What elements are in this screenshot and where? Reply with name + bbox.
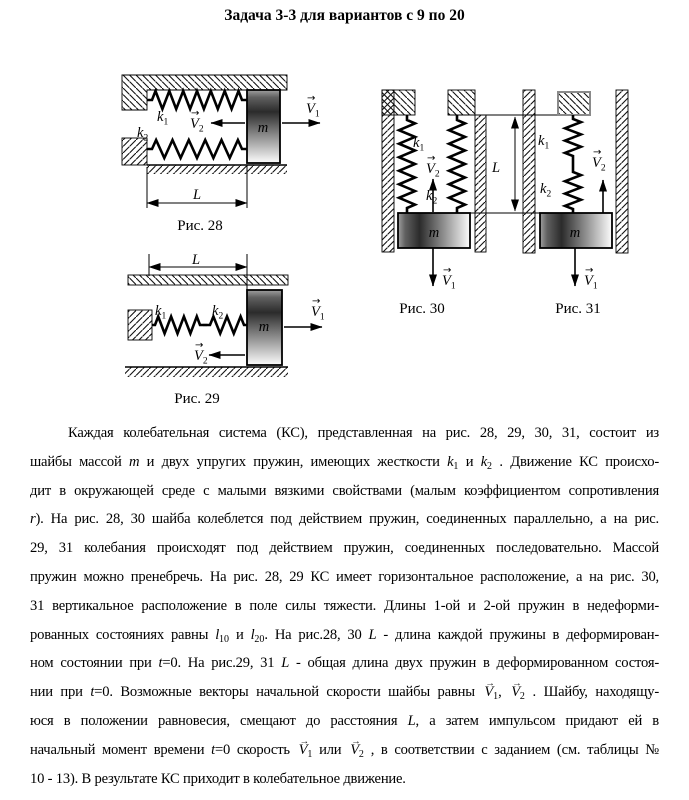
vector-arrow-icon: → [593,147,602,158]
spring-k2 [565,168,581,213]
spring-k2 [449,115,465,213]
vector-arrow-icon: → [443,265,452,276]
k2-label: $k_2$ [540,181,552,200]
spring-k1 [565,115,581,160]
problem-text [30,419,659,793]
v1-label: $V_1$ [311,304,325,323]
v1-label: $V_1$ [584,273,598,292]
L-label: L [492,160,501,176]
floor-hatch [147,165,287,174]
mass-label: m [258,319,270,335]
mass-label: m [257,120,269,136]
paragraph-line: начальный момент времени t=0 скорость → $V_1$ или → $V_2$ , в соответствии с заданием (см. таблицы № [30,736,659,765]
vector-arrow-icon: → [427,153,436,164]
mass-label: m [428,225,440,241]
figure-29-caption: Рис. 29 [174,391,220,407]
k1-label: $k_1$ [157,109,169,128]
vector-arrow-icon: → [307,93,316,104]
v1-label: $V_1$ [306,101,320,120]
right-wall-hatch [475,115,486,252]
v2-label: $V_2$ [190,116,204,135]
spring-k1 [147,91,247,109]
figure-30-caption: Рис. 30 [399,301,445,317]
paragraph-line: 10 - 13). В результате КС приходит в колебательное движение. [30,770,406,787]
spring-k2 [207,317,247,334]
figure-28-diagram [110,75,335,215]
k2-label: $k_2$ [212,303,224,322]
figure-30-31-diagram [368,85,638,297]
paragraph-line: пружин можно пренебречь. На рис. 28, 29 КС имеет горизонтальное расположение, а на рис. 30, [30,568,659,585]
v2-label: $V_2$ [194,348,208,367]
paragraph-line: рованных состояниях равны $l_{10}$ и $l_{20}$. На рис.28, 30 L - длина каждой пружины в деформирован- [30,626,659,645]
L-label: L [191,252,201,268]
paragraph-line: ном состоянии при t=0. На рис.29, 31 L - общая длина двух пружин в деформированном состоя- [30,655,659,672]
paragraph-line: 31 вертикальное расположение в поле силы тяжести. Длины 1-ой и 2-ой пружин в недеформи- [30,597,659,614]
paragraph-line: 29, 31 колебания происходят под действием пружин, соединенных последовательно. Массой [30,540,659,557]
figure-28-caption: Рис. 28 [177,218,223,234]
ceiling-hatch [128,275,288,285]
paragraph-line: шайбы массой m и двух упругих пружин, имеющих жесткости $k_1$ и $k_2$ . Движение КС происхо- [30,453,659,472]
k1-label: $k_1$ [538,133,550,152]
v1-label: $V_1$ [442,273,456,292]
floor-hatch [125,367,288,377]
left-anchor-block-hatch [128,310,152,340]
k1-label: $k_1$ [413,135,425,154]
right-wall-hatch [616,90,628,253]
ceiling-block-hatch [382,90,415,115]
left-wall-hatch [523,90,535,253]
paragraph-line: r). На рис. 28, 30 шайба колеблется под действием пружин, соединенных параллельно, а на рис. [30,511,659,528]
L-label: L [192,187,202,203]
spring-k1 [152,317,203,334]
page-title: Задача 3-3 для вариантов с 9 по 20 [224,7,465,24]
paragraph-line: дит в окружающей среде с малыми вязкими свойствами (малым коэффициентом сопротивления [30,482,659,499]
hanger-block-hatch [558,92,590,115]
spring-k2 [147,140,247,158]
spring-k1 [399,115,415,213]
k2-label: $k_2$ [137,125,149,144]
k1-label: $k_1$ [155,303,167,322]
paragraph-line: юся в положении равновесия, смещают до расстояния L, а затем импульсом придают ей в [30,712,659,729]
v2-label: $V_2$ [426,161,440,180]
v2-label: $V_2$ [592,155,606,174]
ceiling-block-hatch [448,90,475,115]
mass-label: m [569,225,581,241]
k2-label: $k_2$ [426,188,438,207]
vector-arrow-icon: → [195,340,204,351]
figure-29-diagram [110,252,335,387]
vector-arrow-icon: → [585,265,594,276]
vector-arrow-icon: → [191,108,200,119]
figure-31-caption: Рис. 31 [555,301,601,317]
vector-arrow-icon: → [312,296,321,307]
paragraph-line: Каждая колебательная система (КС), представленная на рис. 28, 29, 30, 31, состоит из [68,425,659,441]
paragraph-line: нии при t=0. Возможные векторы начальной скорости шайбы равны → $V_1$, → $V_2$ . Шайбу, находящу- [30,678,659,707]
